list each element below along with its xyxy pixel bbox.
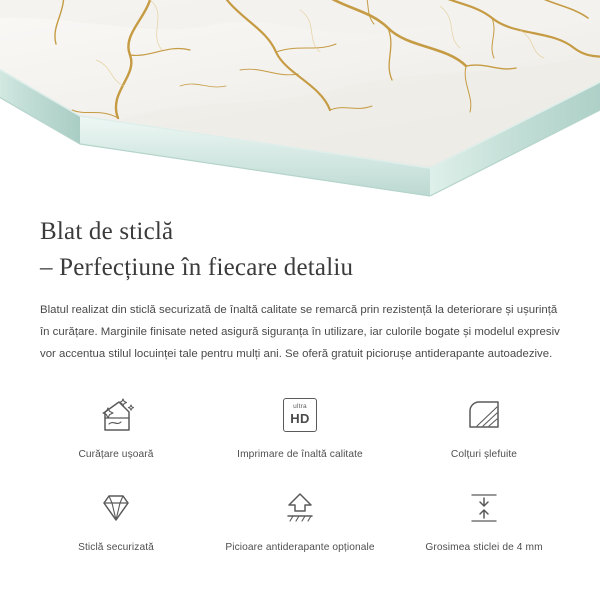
polished-corner-icon bbox=[461, 394, 507, 436]
feature-item-polished-corners bbox=[392, 394, 576, 461]
feature-label: Curățare ușoară bbox=[78, 448, 154, 460]
anti-slip-foot-icon bbox=[277, 487, 323, 529]
sparkle-cloth-icon bbox=[93, 394, 139, 436]
feature-label: Grosimea sticlei de 4 mm bbox=[425, 541, 543, 553]
feature-label: Picioare antiderapante opționale bbox=[225, 541, 375, 553]
feature-item-thickness bbox=[392, 487, 576, 554]
feature-item-tempered-glass bbox=[24, 487, 208, 554]
page-title bbox=[40, 214, 560, 285]
content-block bbox=[0, 200, 600, 366]
headline-line-2: – Perfecțiune în fiecare detaliu bbox=[40, 253, 354, 281]
ultra-hd-badge-bottom: HD bbox=[290, 410, 310, 426]
feature-item-antislip-feet bbox=[208, 487, 392, 554]
diamond-icon bbox=[93, 487, 139, 529]
feature-item-easy-clean bbox=[24, 394, 208, 461]
hero-image bbox=[0, 0, 600, 200]
headline-line-1: Blat de sticlă bbox=[40, 218, 174, 245]
feature-grid bbox=[0, 394, 600, 555]
feature-item-print-quality bbox=[208, 394, 392, 461]
ultra-hd-icon bbox=[277, 394, 323, 436]
feature-label: Imprimare de înaltă calitate bbox=[237, 448, 363, 460]
description-paragraph: Blatul realizat din sticlă securizată de înaltă calitate se remarcă prin rezistență la deteriorare și ușurință în curățare. Marginile finisate neted asigură siguranța în utilizare, iar culorile bogate și modelul expresiv vor accentua stilul locuinței tale pentru mulți ani. Se oferă gratuit piciorușe antiderapante autoadezive. bbox=[40, 304, 560, 361]
feature-label: Colțuri șlefuite bbox=[450, 448, 518, 460]
thickness-arrows-icon bbox=[461, 487, 507, 529]
feature-label: Sticlă securizată bbox=[78, 541, 154, 553]
marble-glass-panel-illustration bbox=[0, 0, 600, 200]
ultra-hd-badge-top: ultra bbox=[293, 403, 307, 411]
